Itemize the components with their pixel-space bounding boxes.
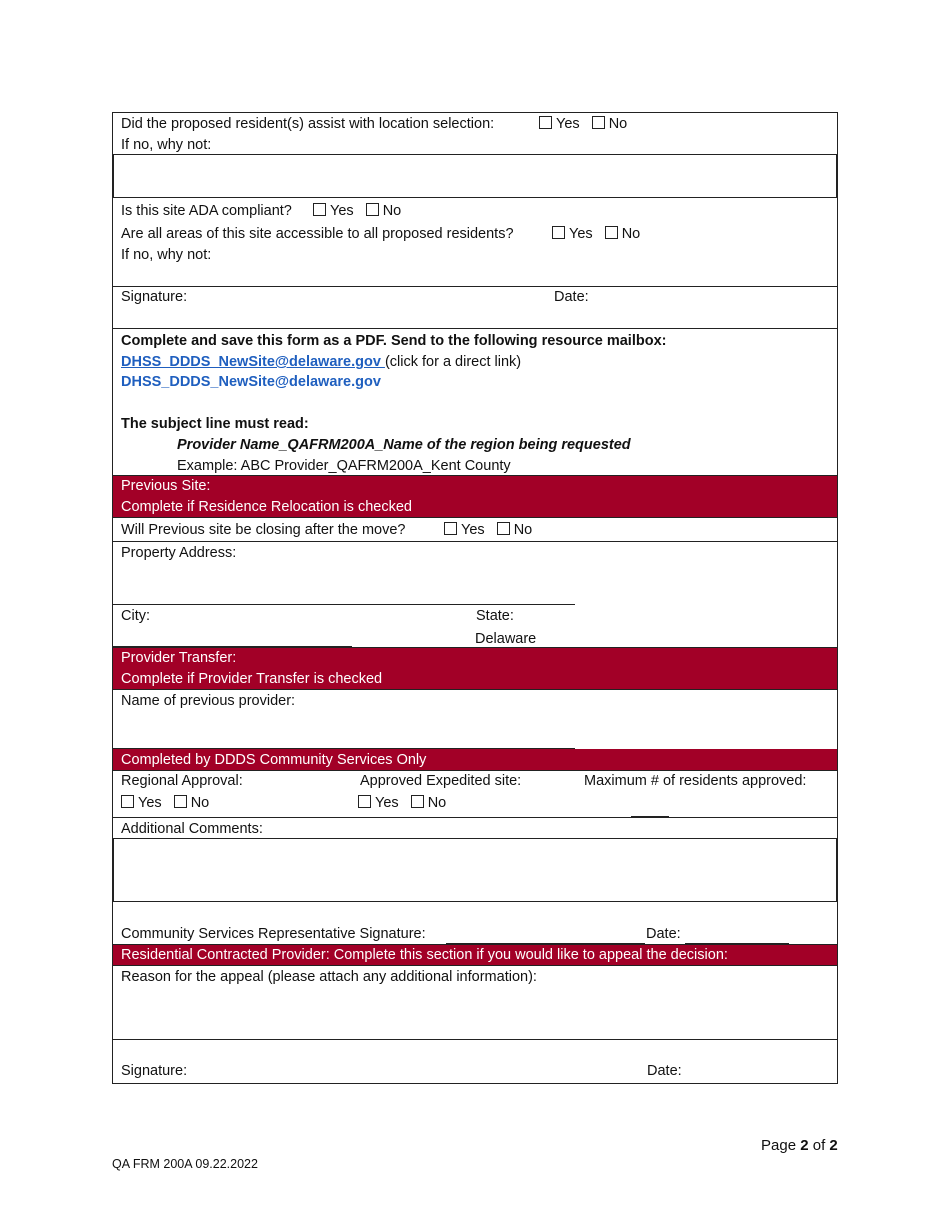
rep-signature-label: Community Services Representative Signature:	[121, 926, 426, 942]
closing-options: Yes No	[444, 520, 540, 540]
community-services-header	[113, 749, 837, 771]
approvals-row	[113, 771, 837, 818]
rep-date-line[interactable]	[685, 943, 789, 944]
email-link-line	[121, 352, 521, 372]
max-residents-line[interactable]	[631, 816, 669, 817]
regional-approval-options: Yes No	[121, 793, 217, 813]
appeal-signature-label: Signature:	[121, 1063, 188, 1079]
closing-question-row	[113, 518, 837, 542]
accessible-yes-checkbox[interactable]	[552, 226, 565, 239]
community-services-title: Completed by DDDS Community Services Only	[121, 752, 427, 768]
appeal-title: Residential Contracted Provider: Complete this section if you would like to appeal the decision:	[121, 947, 728, 963]
provider-transfer-subtitle: Complete if Provider Transfer is checked	[121, 671, 383, 687]
ada-section	[113, 198, 837, 287]
max-residents-label: Maximum # of residents approved:	[584, 773, 807, 789]
previous-provider-row	[113, 690, 837, 749]
ada-no-checkbox[interactable]	[366, 203, 379, 216]
mailbox-email-link[interactable]: DHSS_DDDS_NewSite@delaware.gov	[121, 354, 385, 370]
appeal-date-label: Date:	[647, 1063, 682, 1079]
accessible-why-not-label: If no, why not:	[121, 247, 212, 263]
previous-site-subtitle: Complete if Residence Relocation is checked	[121, 499, 412, 515]
subject-example: Example: ABC Provider_QAFRM200A_Kent County	[177, 458, 511, 474]
state-label: State:	[476, 608, 514, 624]
signature-label: Signature:	[121, 289, 188, 305]
expedited-label: Approved Expedited site:	[360, 773, 522, 789]
closing-yes-checkbox[interactable]	[444, 522, 457, 535]
city-label: City:	[121, 608, 150, 624]
provider-transfer-header	[113, 648, 837, 690]
expedited-options: Yes No	[358, 793, 454, 813]
location-no-checkbox[interactable]	[592, 116, 605, 129]
appeal-reason-label: Reason for the appeal (please attach any additional information):	[121, 969, 537, 985]
appeal-header	[113, 945, 837, 966]
subject-format: Provider Name_QAFRM200A_Name of the region being requested	[177, 437, 631, 453]
additional-comments-label: Additional Comments:	[121, 821, 263, 837]
provider-transfer-title: Provider Transfer:	[121, 650, 237, 666]
location-why-not-label: If no, why not:	[121, 137, 212, 153]
ada-question: Is this site ADA compliant?	[121, 203, 292, 219]
expedited-yes-checkbox[interactable]	[358, 795, 371, 808]
accessible-options: Yes No	[552, 224, 648, 244]
page-number: Page 2 of 2	[761, 1137, 838, 1154]
location-why-not-field[interactable]	[113, 154, 837, 198]
rep-date-label: Date:	[646, 926, 681, 942]
comments-row	[113, 818, 837, 945]
location-selection-section	[113, 113, 837, 198]
instructions-section	[113, 329, 837, 476]
accessible-no-checkbox[interactable]	[605, 226, 618, 239]
previous-site-title: Previous Site:	[121, 478, 211, 494]
signature-date-label: Date:	[554, 289, 589, 305]
mailbox-email-text[interactable]: DHSS_DDDS_NewSite@delaware.gov	[121, 374, 381, 390]
location-options: Yes No	[539, 114, 635, 134]
subject-heading: The subject line must read:	[121, 416, 309, 432]
rep-signature-line[interactable]	[446, 943, 645, 944]
property-address-label: Property Address:	[121, 545, 237, 561]
ada-yes-checkbox[interactable]	[313, 203, 326, 216]
appeal-reason-row	[113, 966, 837, 1040]
form-table	[112, 112, 838, 1084]
instructions-heading: Complete and save this form as a PDF. Send to the following resource mailbox:	[121, 333, 667, 349]
form-id: QA FRM 200A 09.22.2022	[112, 1157, 258, 1171]
appeal-signature-row	[113, 1040, 837, 1083]
accessible-question: Are all areas of this site accessible to all proposed residents?	[121, 226, 514, 242]
location-question: Did the proposed resident(s) assist with location selection:	[121, 116, 495, 132]
direct-link-note: (click for a direct link)	[384, 354, 522, 370]
previous-provider-label: Name of previous provider:	[121, 693, 296, 709]
expedited-no-checkbox[interactable]	[411, 795, 424, 808]
city-line[interactable]	[113, 646, 352, 647]
regional-approval-yes-checkbox[interactable]	[121, 795, 134, 808]
regional-approval-label: Regional Approval:	[121, 773, 243, 789]
additional-comments-field[interactable]	[113, 838, 837, 902]
city-state-row	[113, 605, 837, 648]
previous-site-header	[113, 476, 837, 518]
location-yes-checkbox[interactable]	[539, 116, 552, 129]
closing-question: Will Previous site be closing after the move?	[121, 522, 406, 538]
state-value: Delaware	[475, 631, 537, 647]
property-address-row	[113, 542, 837, 605]
regional-approval-no-checkbox[interactable]	[174, 795, 187, 808]
signature-row	[113, 287, 837, 329]
ada-options: Yes No	[313, 201, 409, 221]
closing-no-checkbox[interactable]	[497, 522, 510, 535]
